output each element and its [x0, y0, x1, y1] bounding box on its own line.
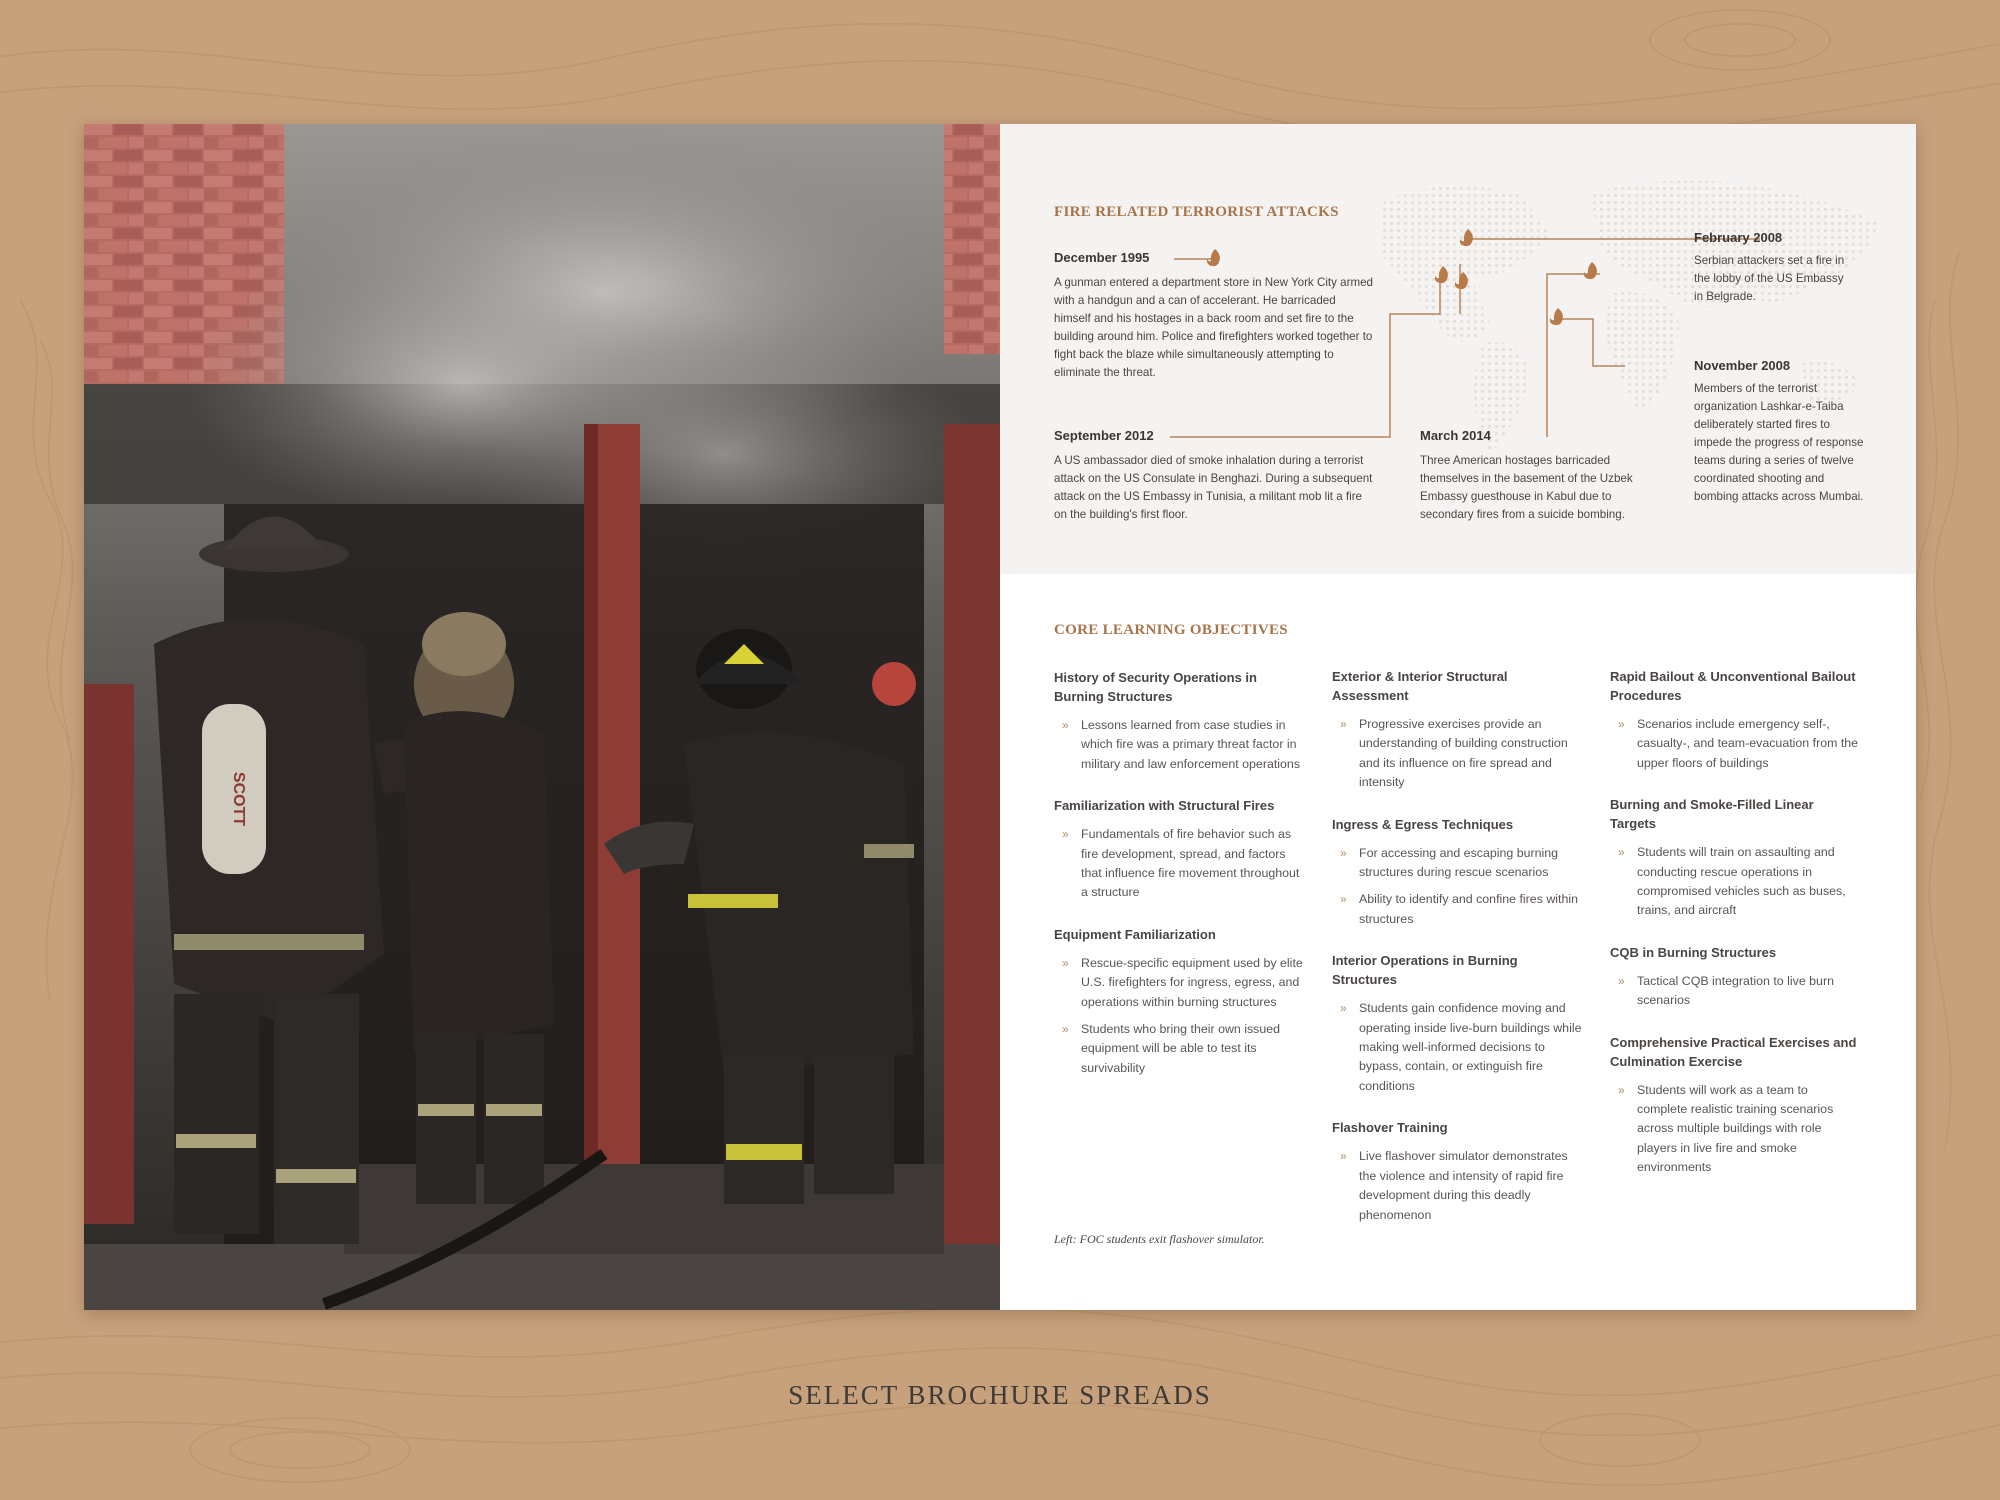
objective-block — [1054, 668, 1304, 774]
chevron-right-icon: » — [1340, 1001, 1347, 1016]
fire-marker-icon — [1435, 266, 1448, 283]
chevron-right-icon: » — [1618, 717, 1625, 731]
objective-bullet-text: Students gain confidence moving and operating inside live-burn buildings while making well-informed decisions to bypass, contain, or extinguish fire conditions — [1359, 1001, 1582, 1093]
objective-bullet — [1610, 1081, 1860, 1178]
fire-marker-icon — [1584, 262, 1597, 279]
objective-block — [1054, 925, 1304, 1078]
objective-bullet — [1054, 954, 1304, 1012]
chevron-right-icon: » — [1340, 717, 1347, 731]
chevron-right-icon: » — [1618, 845, 1625, 860]
objective-bullet — [1054, 716, 1304, 774]
event-text-nov-2008: Members of the terrorist organization Lashkar-e-Taiba deliberately started fires to impede the progress of response teams during a series of twelve coordinated shooting and bombing attacks across Mumbai. — [1694, 382, 1864, 503]
event-date-feb-2008: February 2008 — [1694, 230, 1783, 245]
objective-title: Exterior & Interior Structural Assessment — [1332, 669, 1508, 703]
event-date-nov-2008: November 2008 — [1694, 358, 1791, 373]
objective-bullet-text: Progressive exercises provide an understanding of building construction and its influence on fire spread and intensity — [1359, 717, 1568, 790]
objectives-column-1 — [1054, 668, 1304, 1100]
objective-bullet — [1332, 890, 1582, 929]
objective-title: Familiarization with Structural Fires — [1054, 798, 1275, 814]
objective-title: CQB in Burning Structures — [1610, 944, 1777, 960]
event-text-feb-2008: Serbian attackers set a fire in the lobby of the US Embassy in Belgrade. — [1694, 254, 1845, 303]
objective-block — [1610, 1033, 1860, 1178]
objective-title: History of Security Operations in Burning Structures — [1054, 670, 1257, 704]
event-date-2014: March 2014 — [1420, 428, 1491, 443]
objective-bullet — [1054, 825, 1304, 903]
chevron-right-icon: » — [1618, 1082, 1625, 1097]
event-text-2012: A US ambassador died of smoke inhalation during a terrorist attack on the US Consulate in Benghazi. During a subsequent attack on the US Embassy in Tunisia, a militant mob lit a fire on the building's first floor. — [1054, 454, 1373, 521]
objective-bullet-text: Lessons learned from case studies in which fire was a primary threat factor in military and law enforcement operations — [1081, 718, 1301, 771]
objective-title: Flashover Training — [1332, 1120, 1448, 1136]
objective-bullet-text: Fundamentals of fire behavior such as fire development, spread, and factors that influence fire movement throughout a structure — [1081, 827, 1300, 900]
objectives-title: CORE LEARNING OBJECTIVES — [1054, 622, 1288, 638]
objective-bullet-text: Students will work as a team to complete realistic training scenarios across multiple buildings with role players in live fire and smoke environments — [1637, 1082, 1834, 1175]
chevron-right-icon: » — [1062, 827, 1069, 842]
footer-caption: SELECT BROCHURE SPREADS — [788, 1380, 1212, 1410]
event-date-2012: September 2012 — [1054, 428, 1154, 443]
content-page — [1000, 124, 1916, 1310]
svg-text:SCOTT: SCOTT — [230, 771, 247, 827]
objective-block — [1610, 795, 1860, 921]
chevron-right-icon: » — [1062, 718, 1069, 732]
objective-title: Burning and Smoke-Filled Linear Targets — [1610, 797, 1814, 832]
timeline-panel — [1000, 124, 1916, 574]
objective-block — [1332, 951, 1582, 1096]
objective-bullet — [1332, 1147, 1582, 1225]
fire-marker-icon — [1550, 308, 1563, 325]
event-date-1995: December 1995 — [1054, 250, 1150, 265]
objective-block — [1332, 1118, 1582, 1225]
objective-bullet-text: Live flashover simulator demonstrates the violence and intensity of rapid fire development during this deadly phenomenon — [1359, 1149, 1568, 1222]
objective-title: Interior Operations in Burning Structures — [1332, 953, 1518, 988]
objective-bullet-text: Students will train on assaulting and conducting rescue operations in compromised vehicles such as buses, trains, and aircraft — [1637, 845, 1846, 918]
objective-bullet — [1610, 715, 1860, 773]
objective-block — [1054, 796, 1304, 903]
objectives-column-3 — [1610, 667, 1860, 1200]
objective-bullet-text: Rescue-specific equipment used by elite U.S. firefighters for ingress, egress, and operations within burning structures — [1081, 955, 1303, 1009]
fire-marker-icon — [1207, 249, 1220, 266]
objective-title: Rapid Bailout & Unconventional Bailout Procedures — [1610, 669, 1856, 703]
fire-marker-icon — [1455, 272, 1468, 289]
objective-title: Comprehensive Practical Exercises and Culmination Exercise — [1610, 1034, 1857, 1069]
objective-bullet-text: For accessing and escaping burning structures during rescue scenarios — [1359, 845, 1559, 880]
objective-bullet-text: Scenarios include emergency self-, casualty-, and team-evacuation from the upper floors of buildings — [1637, 717, 1859, 770]
objective-bullet — [1610, 972, 1860, 1011]
event-text-1995: A gunman entered a department store in New York City armed with a handgun and a can of accelerant. He barricaded himself and his hostages in a back room and set fire to the building around him. Police and firefighters worked together to fight back the blaze while simultaneously attempting to eliminate the threat. — [1054, 276, 1374, 379]
firefighters-photo — [84, 124, 1000, 1310]
objective-title: Ingress & Egress Techniques — [1332, 816, 1514, 832]
brochure-spread — [84, 124, 1916, 1310]
timeline-title: FIRE RELATED TERRORIST ATTACKS — [1054, 204, 1339, 220]
objective-bullet-text: Tactical CQB integration to live burn scenarios — [1637, 973, 1834, 1008]
chevron-right-icon: » — [1340, 892, 1347, 907]
chevron-right-icon: » — [1062, 955, 1069, 970]
objective-bullet — [1332, 999, 1582, 1096]
objective-bullet-text: Ability to identify and confine fires within structures — [1359, 892, 1579, 926]
objectives-column-2 — [1332, 667, 1582, 1247]
objective-block — [1332, 815, 1582, 930]
photo-caption: Left: FOC students exit flashover simulator. — [1054, 1232, 1265, 1246]
chevron-right-icon: » — [1340, 1149, 1347, 1164]
objective-bullet — [1332, 715, 1582, 793]
event-text-2014: Three American hostages barricaded themselves in the basement of the Uzbek Embassy guesthouse in Kabul due to secondary fires from a suicide bombing. — [1420, 454, 1633, 521]
fire-marker-icon — [1460, 229, 1473, 246]
objective-bullet — [1610, 843, 1860, 921]
chevron-right-icon: » — [1340, 845, 1347, 860]
chevron-right-icon: » — [1062, 1022, 1069, 1037]
objective-block — [1610, 667, 1860, 773]
objective-bullet-text: Students who bring their own issued equipment will be able to test its survivability — [1081, 1022, 1281, 1075]
objective-bullet — [1332, 844, 1582, 883]
chevron-right-icon: » — [1618, 973, 1625, 988]
objective-block — [1332, 667, 1582, 793]
objective-block — [1610, 943, 1860, 1011]
objective-title: Equipment Familiarization — [1054, 926, 1216, 942]
objective-bullet — [1054, 1020, 1304, 1078]
